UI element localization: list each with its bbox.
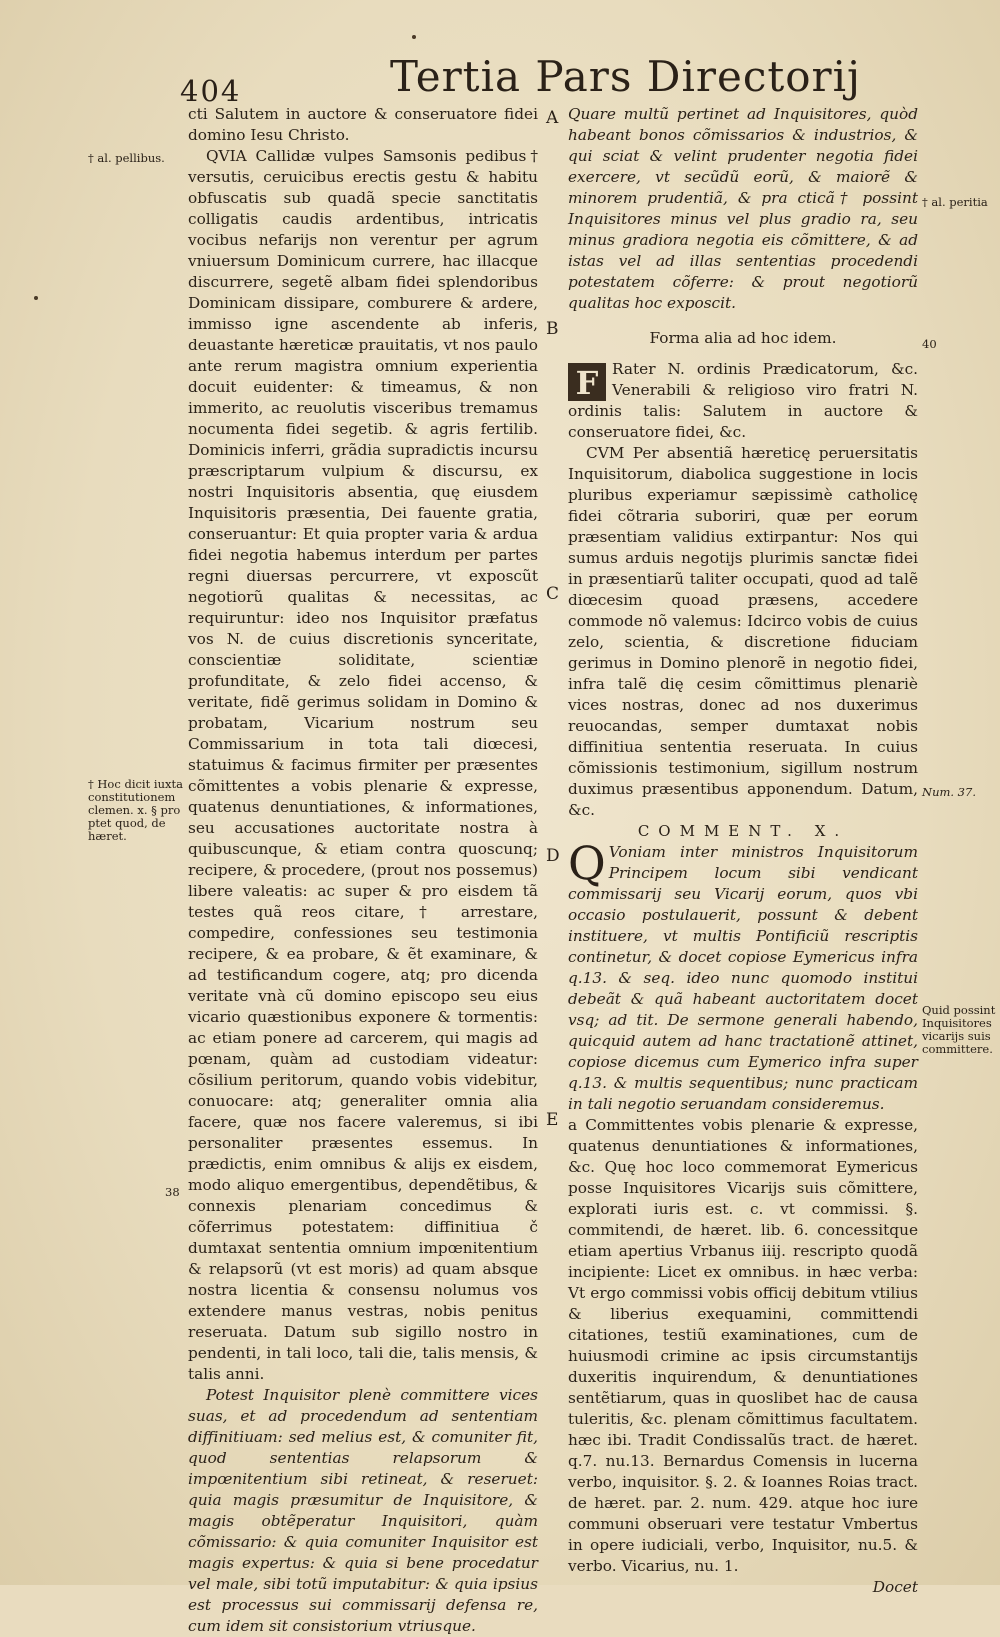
section-letter-b: B (546, 319, 559, 339)
comment-title: COMMENT. X. (637, 822, 849, 840)
right-para-2 (568, 359, 918, 443)
right-para-4 (568, 836, 918, 1115)
margin-note-constitution: † Hoc dicit iuxta constitutionem clemen. x. § pro ptet quod, de hæret. (88, 777, 183, 843)
decorated-initial: F (568, 363, 606, 401)
margin-number-37: Num. 37. (922, 785, 976, 799)
right-para-2-text: Rater N. ordinis Prædicatorum, &c. Venerabili & religioso viro fratri N. ordinis talis: Salutem in auctore & conseruatore fidei, &c. (568, 360, 918, 441)
left-column (188, 104, 538, 1637)
page-number: 404 (180, 74, 242, 108)
margin-note-pellibus: † al. pellibus. (88, 151, 165, 165)
right-column (568, 104, 918, 1598)
margin-number-40: 40 (922, 337, 937, 351)
right-para-5: a Committentes vobis plenarie & expresse, quatenus denuntiationes & informationes, &c. Quę hoc loco commemorat Eymericus posse Inquisitores Vicarijs suis cõmittere, explorati iuris est. c. vt commissi. §. commitendi, de hæret. lib. 6. concessitque etiam apertius Vrbanus iiij. rescripto quodã incipiente: Licet ex omnibus. in hæc verba: Vt ergo commissi vobis officij debitum vtilius & liberius exequamini, committendi citationes, testiũ examinationes, cum de huiusmodi crimine ac ipsis circumstantijs duxeritis inquirendum, & denuntiationes sentẽtiarum, quas in quoslibet hac de causa tuleritis, &c. plenam cõmittimus facultatem. hæc ibi. Tradit Condissalũs tract. de hæret. q.7. nu.13. Bernardus Comensis in lucerna verbo, inquisitor. §. 2. & Ioannes Roias tract. de hæret. par. 2. num. 429. atque hoc iure communi obseruari vere testatur Vmbertus in opere iudiciali, verbo, Inquisitor, nu.5. & verbo. Vicarius, nu. 1. (568, 1116, 918, 1575)
initial-letter: Q (568, 836, 606, 890)
forma-title: Forma alia ad hoc idem. (649, 329, 837, 347)
right-para-4-text: Voniam inter ministros Inquisitorum Principem locum sibi vendicant commissarij seu Vicarij eorum, quos vbi occasio postulauerit, possunt & debent instituere, vt multis Pontificiũ rescriptis continetur, & docet copiose Eymericus infra q.13. & seq. ideo nunc quomodo institui debeãt & quã habeant auctoritatem docet vsq; ad tit. De sermone generali habendo, quicquid autem ad hanc tractationẽ attinet, copiose dicemus cum Eymerico infra super q.13. & multis sequentibus; nunc practicam in tali negotio seruandam consideremus. (568, 843, 918, 1113)
page-header (180, 52, 940, 108)
left-para-2: QVIA Callidæ vulpes Samsonis pedibus† versutis, ceruicibus erectis gestu & habitu obfuscatis sub quadã specie sanctitatis colligatis caudis ardentibus, intricatis vocibus nefarijs non verentur per agrum vniuersum Dominicum currere, hac illacque discurrere, segetẽ albam fidei splendoribus Dominicam dissipare, comburere & ardere, immisso igne ascendente ab inferis, deuastante hæreticæ prauitatis, vt nos paulo ante rerum magistra omnium experientia docuit euidenter: & timeamus, & non immerito, ac reuolutis visceribus tremamus nocumenta fidei segetib. & agris fertilib. Dominicis inferri, grãdia supradictis incursu præscriptarum vulpium & discursu, ex nostri Inquisitoris absentia, quę eiusdem Inquisitoris præsentia, Dei fauente gratia, conseruantur: Et quia propter varia & ardua fidei negotia habemus interdum per partes regni diuersas percurrere, vt exposcũt negotiorũ qualitas & necessitas, ac requiruntur: ideo nos Inquisitor præfatus vos N. de cuius discretionis synceritate, conscientiæ soliditate, scientiæ profunditate, & zelo fidei accenso, & veritate, fidẽ gerimus solidam in Domino & probatam, Vicarium nostrum seu Commissarium in tota tali diœcesi, statuimus & facimus firmiter per præsentes cõmittentes a vobis plenarie & expresse, quatenus denuntiationes, & informationes, seu accusationes auctoritate nostra à quibuscunque, & etiam contra quoscunq; recipere, & procedere, (prout nos possemus) libere valeatis: ac super & pro eisdem tã testes quã reos citare,† arrestare, compedire, confessiones seu testimonia recipere, & ea probare, & ẽt examinare, & ad testificandum cogere, atq; pro dicenda veritate vnà cũ domino episcopo seu eius vicario quæstionibus exponere & tormentis: ac etiam ponere ad carcerem, qui magis ad pœnam, quàm ad custodiam videatur: cõsilium peritorum, quando vobis videbitur, conuocare: atq; generaliter omnia alia facere, quæ nos facere valeremus, si ibi personaliter præsentes essemus. In prædictis, enim omnibus & alijs ex eisdem, modo aliquo emergentibus, dependẽtibus, & connexis plenariam concedimus & cõferrimus potestatem: diffinitiua č dumtaxat sententia omnium impœnitentium & relapsorũ (vt est moris) ad quam absque nostra licentia & consensu nolumus vos extendere manus vestras, nobis penitus reseruata. Datum sub sigillo nostro in pendenti, in tali loco, tali die, talis mensis, & talis anni. (188, 147, 538, 1383)
ink-speck (34, 296, 38, 300)
catchword: Docet (872, 1578, 918, 1596)
right-para-1: Quare multũ pertinet ad Inquisitores, quòd habeant bonos cõmissarios & industrios, & qui sciat & velint prudenter negotia fidei exercere, vt secũdũ eorũ, & maiorẽ & minorem prudentiã, & pra cticã† possint Inquisitores minus vel plus gradio ra, seu minus gradiora negotia eis cõmittere, & ad istas vel ad illas sententias procedendi potestatem cõferre: & prout negotiorũ qualitas hoc exposcit. (568, 105, 918, 312)
margin-note-peritia: † al. peritia (922, 195, 988, 209)
ink-speck (412, 35, 416, 39)
section-letter-e: E (546, 1110, 559, 1130)
section-letter-c: C (546, 584, 560, 604)
right-para-3: CVM Per absentiã hæreticę peruersitatis Inquisitorum, diabolica suggestione in locis pluribus experiamur sæpissimè catholicę fidei cõtraria suboriri, quæ per eorum præsentiam validius extirpantur: Nos qui sumus arduis negotijs plurimis sanctæ fidei in præsentiarũ taliter occupati, quod ad talẽ diœcesim quoad præsens, accedere commode nõ valemus: Idcirco vobis de cuius zelo, scientia, & discretione fiduciam gerimus in Domino plenorẽ in negotio fidei, infra talẽ dię cesim cõmittimus plenariè vices nostras, donec ad nos duxerimus reuocandas, semper dumtaxat nobis diffinitiua sententia reseruata. In cuius cõmissionis testimonium, sigillum nostrum duximus præsentibus apponendum. Datum, &c. (568, 444, 918, 819)
section-letter-d: D (546, 846, 560, 866)
left-para-1: cti Salutem in auctore & conseruatore fidei domino Iesu Christo. (188, 105, 538, 144)
running-title: Tertia Pars Directorij (390, 52, 862, 101)
left-para-3: Potest Inquisitor plenè committere vices suas, et ad procedendum ad sententiam diffinitiuam: sed melius est, & comuniter fit, quod sententias relapsorum & impœnitentium sibi retineat, & reseruet: quia magis præsumitur de Inquisitore, & magis obtẽperatur Inquisitori, quàm cõmissario: & quia comuniter Inquisitor est magis expertus: & quia si bene procedatur vel male, sibi totũ imputabitur: & quia ipsius est processus sui commissarij defensa re, cum idem sit consistorium vtriusque. (188, 1386, 538, 1635)
margin-number-38: 38 (165, 1185, 180, 1199)
margin-note-gloss: Quid possint Inquisitores vicarijs suis committere. (922, 1003, 996, 1056)
section-letter-a: A (546, 108, 559, 128)
